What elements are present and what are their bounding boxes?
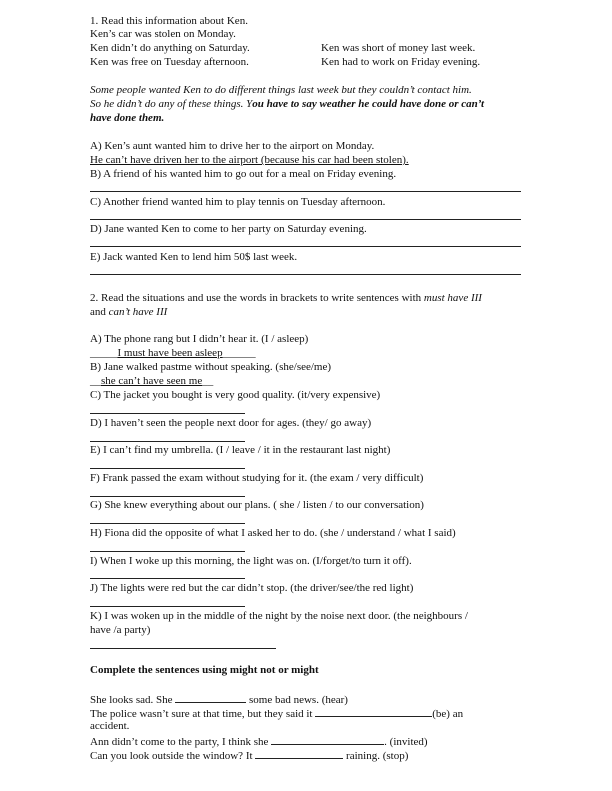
answer-line-c[interactable] — [90, 219, 521, 220]
ex1-intro-line3: have done them. — [90, 112, 165, 124]
ex1-intro-line2-bold: ou have to say weather he could have done or can’t — [252, 98, 485, 110]
ex3-s4-end: raining. (stop) — [343, 750, 409, 762]
ex3-s3-end: . (invited) — [384, 736, 428, 748]
ex3-s1-start: She looks sad. She — [90, 694, 176, 706]
ex2-item-c: C) The jacket you bought is very good quality. (it/very expensive) — [90, 389, 381, 401]
ex2-answer-b — [90, 375, 213, 388]
ex3-s4-start: Can you look outside the window? It — [90, 750, 256, 762]
ex1-item-e: E) Jack wanted Ken to lend him 50$ last week. — [90, 251, 298, 263]
fact-left-3: Ken was free on Tuesday afternoon. — [90, 56, 249, 68]
ex2-answer-a — [90, 347, 256, 360]
ex1-intro-line1: Some people wanted Ken to do different things last week but they couldn’t contact him. — [90, 84, 472, 96]
ex2-item-f: F) Frank passed the exam without studying for it. (the exam / very difficult) — [90, 472, 424, 484]
ex3-title: Complete the sentences using might not or might — [90, 664, 319, 676]
ex2-answer-line-e[interactable] — [90, 468, 245, 469]
ex3-s2-end: (be) an — [432, 708, 464, 720]
ex2-item-j: J) The lights were red but the car didn’t stop. (the driver/see/the red light) — [90, 582, 414, 594]
ex3-sentence-3 — [90, 734, 428, 749]
ex2-answer-line-h[interactable] — [90, 551, 245, 552]
fact-right-2: Ken had to work on Friday evening. — [321, 56, 481, 68]
ex2-answer-a-post: ______ — [222, 347, 256, 359]
ex2-item-b: B) Jane walked pastme without speaking. (she/see/me) — [90, 361, 332, 373]
ex2-answer-a-text: I must have been asleep — [117, 347, 223, 359]
fact-left-1: Ken’s car was stolen on Monday. — [90, 28, 236, 40]
ex1-item-d: D) Jane wanted Ken to come to her party on Saturday evening. — [90, 223, 367, 235]
ex2-title-start: 2. Read the situations and use the words in brackets to write sentences with — [90, 292, 424, 304]
ex2-answer-line-k[interactable] — [90, 648, 276, 649]
ex2-title-and: and — [90, 306, 109, 318]
ex3-sentence-2 — [90, 706, 463, 721]
answer-line-b[interactable] — [90, 191, 521, 192]
ex2-answer-b-text: she can’t have seen me — [101, 375, 203, 387]
ex2-answer-a-pre: _____ — [90, 347, 118, 359]
ex3-blank-4[interactable] — [255, 748, 343, 759]
answer-line-e[interactable] — [90, 274, 521, 275]
ex2-item-k: K) I was woken up in the middle of the night by the noise next door. (the neighbours / — [90, 610, 468, 622]
ex1-example-answer: He can’t have driven her to the airport (because his car had been stolen). — [90, 154, 409, 166]
fact-left-2: Ken didn’t do anything on Saturday. — [90, 42, 250, 54]
ex2-answer-line-i[interactable] — [90, 578, 245, 579]
ex2-title-line1 — [90, 292, 482, 305]
ex2-answer-b-post: __ — [202, 375, 214, 387]
ex2-title-cant: can’t have III — [108, 306, 168, 318]
ex2-item-h: H) Fiona did the opposite of what I asked her to do. (she / understand / what I said) — [90, 527, 456, 539]
ex2-answer-line-g[interactable] — [90, 523, 245, 524]
ex1-item-b: B) A friend of his wanted him to go out for a meal on Friday evening. — [90, 168, 397, 180]
ex1-title: 1. Read this information about Ken. — [90, 15, 248, 27]
ex3-sentence-4 — [90, 748, 408, 763]
ex3-s1-end: some bad news. (hear) — [246, 694, 348, 706]
ex1-intro-line2 — [90, 98, 484, 111]
ex2-title-must: must have III — [423, 292, 482, 304]
ex2-answer-line-d[interactable] — [90, 441, 245, 442]
ex1-intro-line2-italic: So he didn’t do any of these things. Y — [90, 98, 253, 110]
ex3-s2-start: The police wasn’t sure at that time, but they said it — [90, 708, 316, 720]
ex2-answer-line-j[interactable] — [90, 606, 245, 607]
ex1-item-a: A) Ken’s aunt wanted him to drive her to the airport on Monday. — [90, 140, 375, 152]
ex2-answer-line-c[interactable] — [90, 413, 245, 414]
ex2-title-line2 — [90, 306, 167, 319]
ex3-sentence-1 — [90, 692, 348, 707]
answer-line-d[interactable] — [90, 246, 521, 247]
ex2-item-g: G) She knew everything about our plans. ( she / listen / to our conversation) — [90, 499, 424, 511]
ex3-blank-1[interactable] — [175, 692, 246, 703]
ex2-answer-line-f[interactable] — [90, 496, 245, 497]
ex2-item-i: I) When I woke up this morning, the light was on. (I/forget/to turn it off). — [90, 555, 412, 567]
ex2-item-a: A) The phone rang but I didn’t hear it. (I / asleep) — [90, 333, 309, 345]
ex2-item-e: E) I can’t find my umbrella. (I / leave / it in the restaurant last night) — [90, 444, 391, 456]
fact-right-1: Ken was short of money last week. — [321, 42, 476, 54]
ex3-blank-2[interactable] — [315, 706, 432, 717]
ex3-blank-3[interactable] — [271, 734, 384, 745]
ex2-item-d: D) I haven’t seen the people next door for ages. (they/ go away) — [90, 417, 372, 429]
ex1-item-c: C) Another friend wanted him to play tennis on Tuesday afternoon. — [90, 196, 386, 208]
ex3-s3-start: Ann didn’t come to the party, I think she — [90, 736, 272, 748]
ex3-sentence-2-cont: accident. — [90, 720, 130, 732]
ex2-answer-b-pre: __ — [90, 375, 101, 387]
ex2-item-k-cont: have /a party) — [90, 624, 151, 636]
